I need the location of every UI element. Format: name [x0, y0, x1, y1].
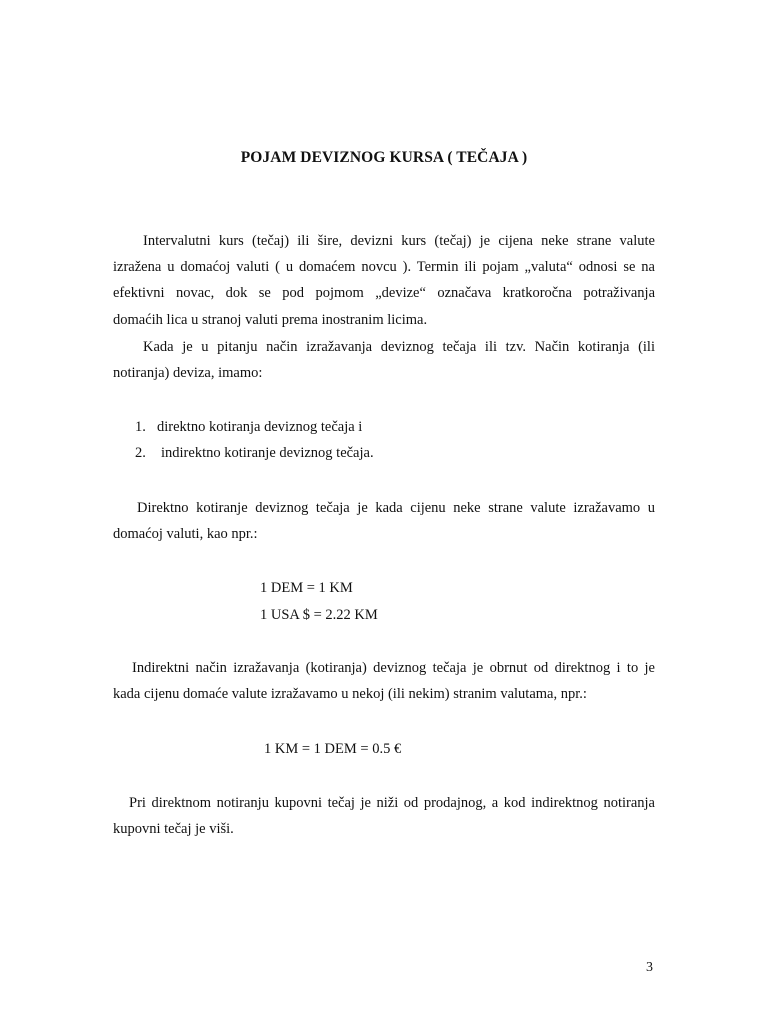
paragraph-quotation-methods [113, 334, 655, 386]
list-item-text: indirektno kotiranje deviznog tečaja. [161, 445, 374, 462]
formula-km-dem-eur: 1 KM = 1 DEM = 0.5 € [264, 741, 402, 757]
paragraph-line: izražena u domaćoj valuti ( u domaćem novcu ). Termin ili pojam „valuta“ odnosi se na [113, 259, 655, 276]
paragraph-line: Kada je u pitanju način izražavanja deviznog tečaja ili tzv. Način kotiranja (ili [143, 339, 655, 355]
paragraph-line: kupovni tečaj je viši. [113, 821, 234, 838]
list-item [135, 414, 374, 440]
paragraph-line: notiranja) deviza, imamo: [113, 365, 263, 382]
page-title: POJAM DEVIZNOG KURSA ( TEČAJA ) [240, 149, 528, 166]
list-item [135, 440, 374, 466]
list-item-number: 1. [135, 419, 146, 435]
list-item-number: 2. [135, 445, 146, 462]
paragraph-intro [113, 228, 655, 333]
paragraph-line: efektivni novac, dok se pod pojmom „devize“ označava kratkoročna potraživanja [113, 285, 655, 302]
formula-usd-km: 1 USA $ = 2.22 KM [260, 607, 378, 623]
formula-dem-km: 1 DEM = 1 KM [260, 580, 353, 596]
paragraph-line: kada cijenu domaće valute izražavamo u nekoj (ili nekim) stranim valutama, npr.: [113, 686, 587, 703]
paragraph-line: Indirektni način izražavanja (kotiranja) deviznog tečaja je obrnut od direktnog i to je [132, 660, 655, 676]
paragraph-line: Intervalutni kurs (tečaj) ili šire, devizni kurs (tečaj) je cijena neke strane valute [143, 233, 655, 249]
quotation-list [135, 414, 374, 466]
paragraph-direct-quotation [113, 495, 655, 547]
list-item-text: direktno kotiranja deviznog tečaja i [157, 419, 363, 435]
paragraph-line: Direktno kotiranje deviznog tečaja je kada cijenu neke strane valute izražavamo u [137, 500, 655, 516]
paragraph-line: domaćih lica u stranoj valuti prema inostranim licima. [113, 311, 428, 328]
paragraph-indirect-quotation [113, 655, 655, 707]
paragraph-line: domaćoj valuti, kao npr.: [113, 526, 258, 543]
page-number: 3 [646, 960, 653, 975]
paragraph-buying-rate [113, 790, 655, 842]
paragraph-line: Pri direktnom notiranju kupovni tečaj je niži od prodajnog, a kod indirektnog notiranja [129, 795, 655, 811]
